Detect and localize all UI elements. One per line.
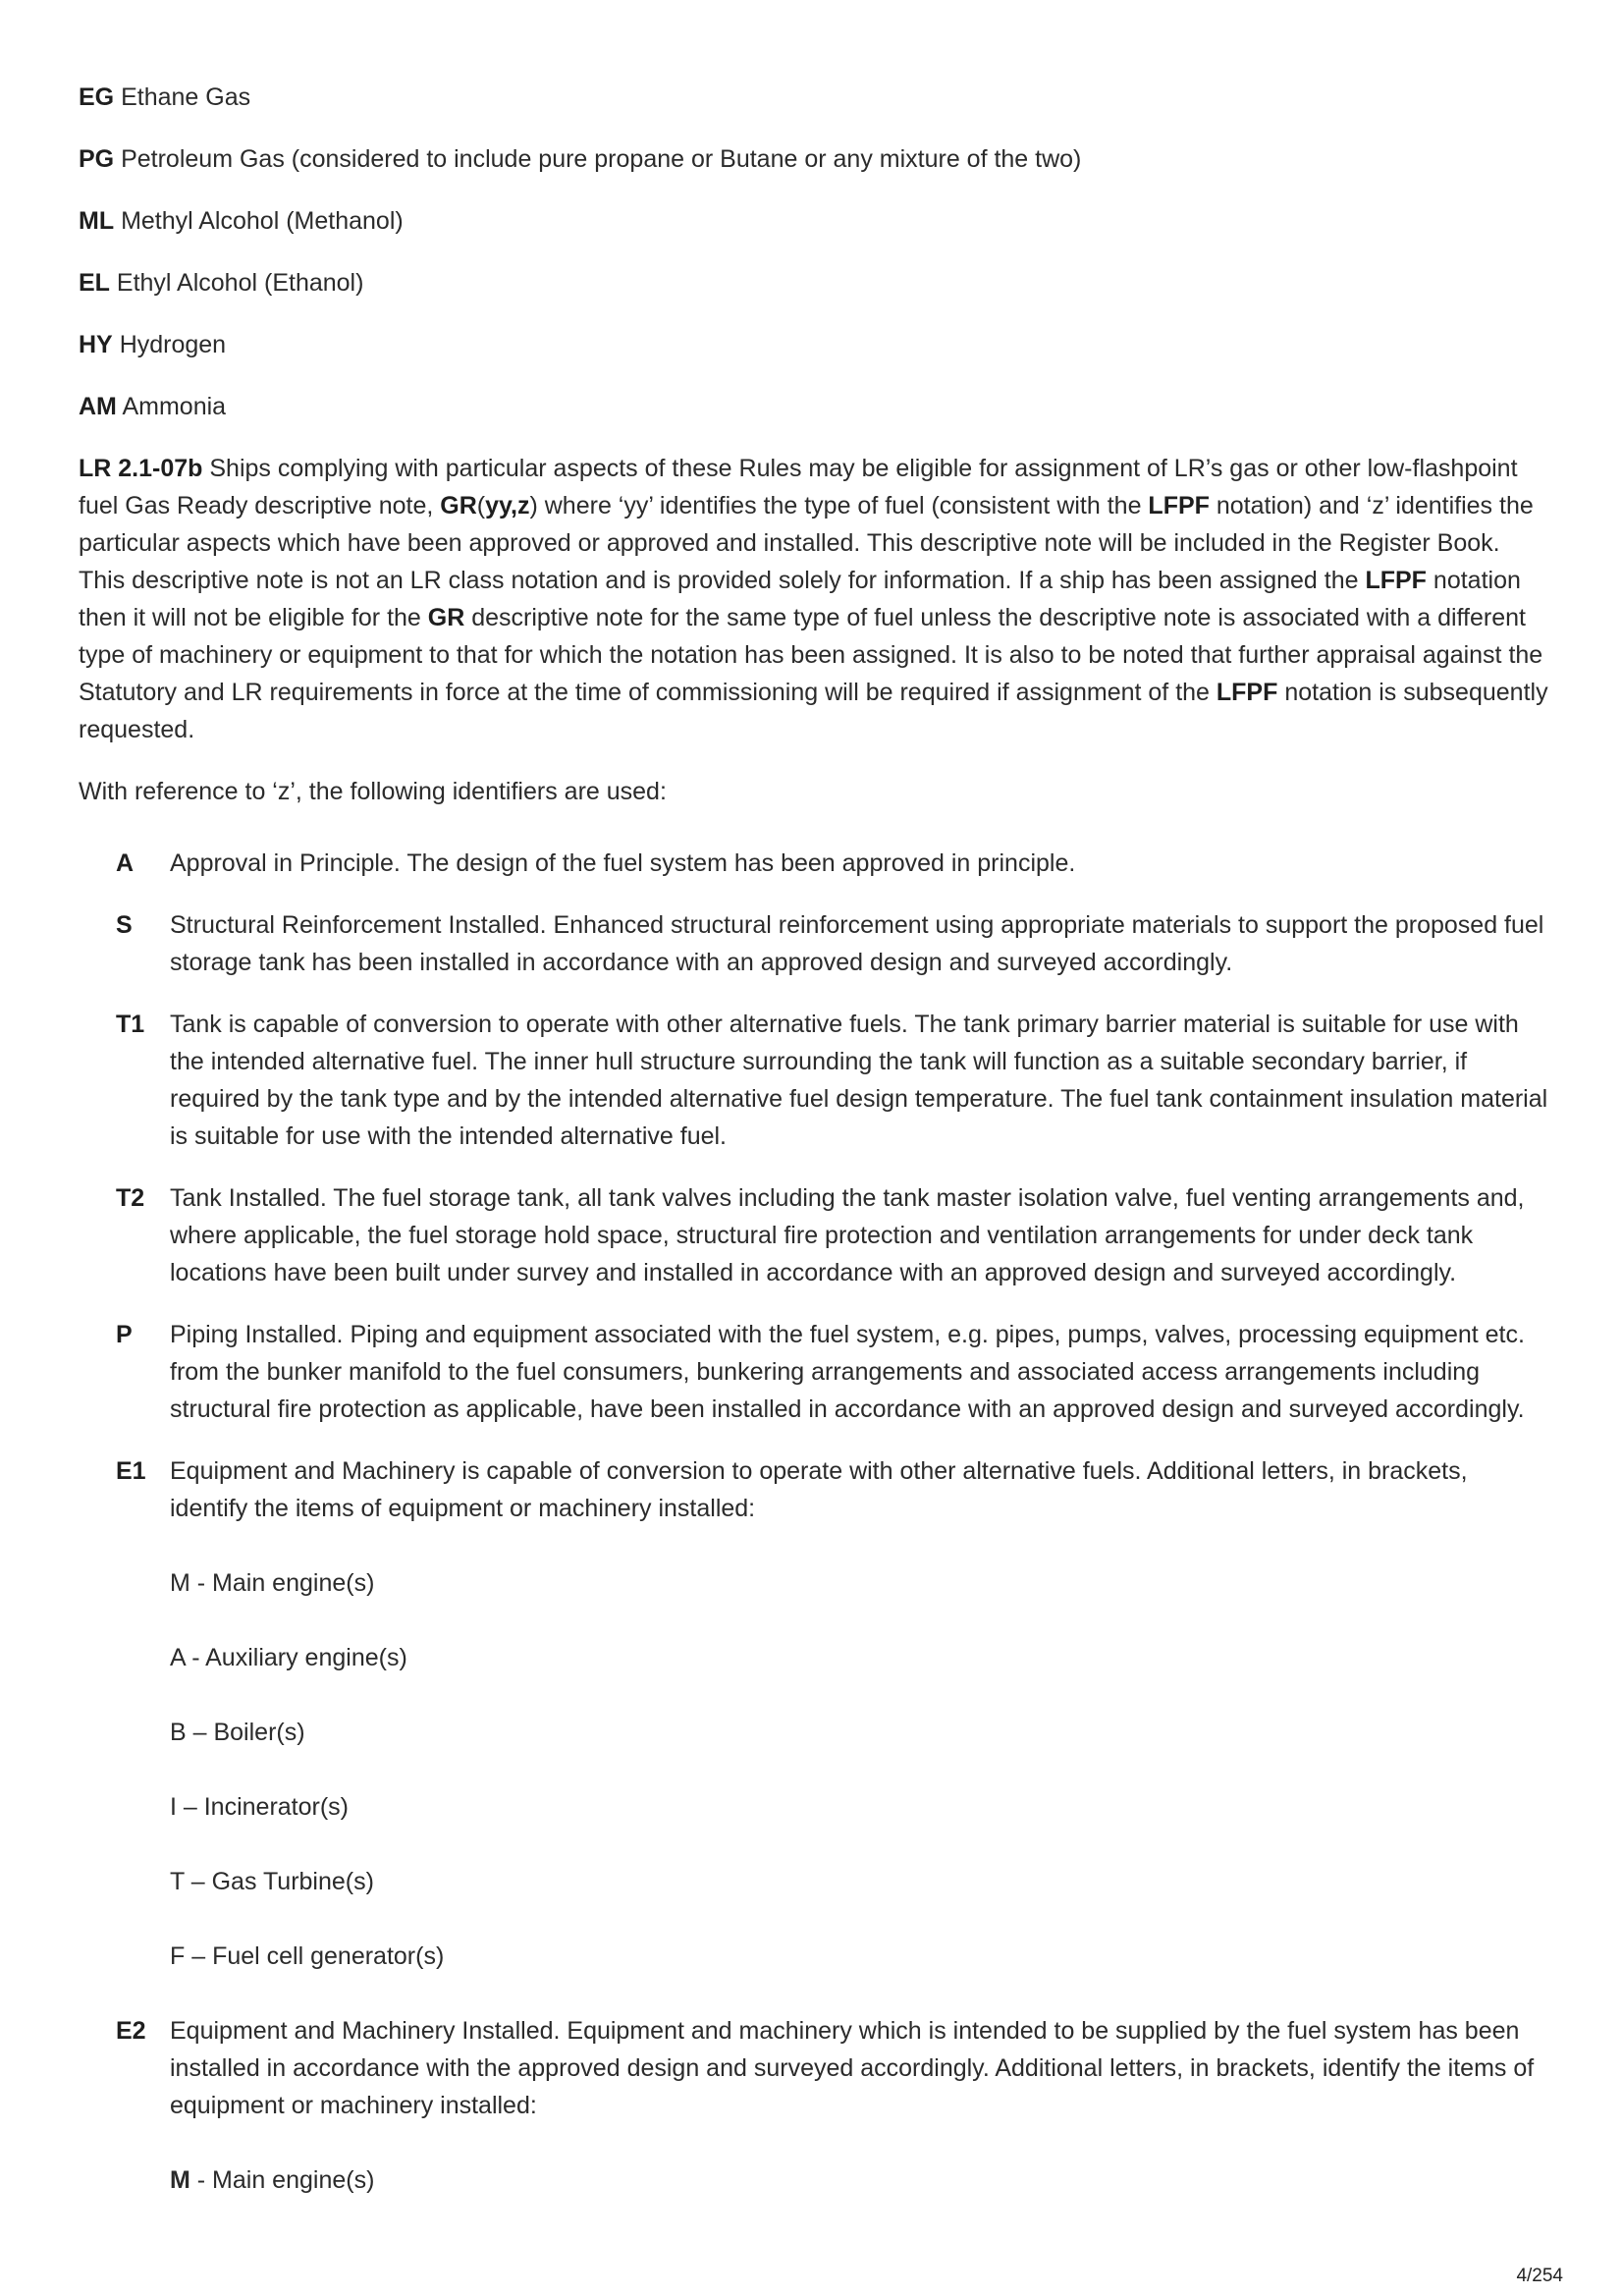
equipment-item-m-e2 xyxy=(79,2161,1551,2199)
definition-hy xyxy=(79,326,1551,363)
definition-el xyxy=(79,264,1551,301)
definition-code: EL xyxy=(79,269,110,297)
identifier-key: S xyxy=(116,911,133,939)
definition-text: Ethyl Alcohol (Ethanol) xyxy=(116,269,364,297)
rule-text: notation then it will not be eligible for the xyxy=(79,567,1521,631)
gr-notation: GR xyxy=(427,604,465,631)
definition-code: PG xyxy=(79,145,115,173)
rule-text: Ships complying with particular aspects of these Rules may be eligible for assignment of LR’s gas or other low-flashpoint fuel Gas Ready descriptive note, xyxy=(79,455,1518,519)
equipment-item-m: M - Main engine(s) xyxy=(170,1569,375,1597)
identifier-p xyxy=(79,1316,1551,1428)
identifier-text: Tank Installed. The fuel storage tank, all tank valves including the tank master isolation valve, fuel venting arrangements and, where applicable, the fuel storage hold space, structural fire protection and ventilation arrangements for under deck tank locations have been built under survey and installed in accordance with an approved design and surveyed accordingly. xyxy=(170,1184,1525,1286)
equipment-label: - Main engine(s) xyxy=(189,2166,375,2194)
definition-code: ML xyxy=(79,207,115,235)
equipment-item-f: F – Fuel cell generator(s) xyxy=(170,1942,445,1970)
identifier-text: Equipment and Machinery is capable of conversion to operate with other alternative fuels. Additional letters, in brackets, identify the items of equipment or machinery installed: xyxy=(170,1457,1468,1522)
identifier-key: P xyxy=(116,1321,133,1348)
equipment-label: – Boiler(s) xyxy=(186,1719,305,1746)
identifier-a xyxy=(79,845,1551,882)
rule-text: ) where ‘yy’ identifies the type of fuel (consistent with the xyxy=(529,492,1149,519)
identifier-t2 xyxy=(79,1179,1551,1291)
equipment-list xyxy=(170,1564,1551,1975)
identifier-text: Tank is capable of conversion to operate with other alternative fuels. The tank primary barrier material is suitable for use with the intended alternative fuel. The inner hull structure surrounding the tank will function as a suitable secondary barrier, if required by the tank type and by the intended alternative fuel design temperature. The fuel tank containment insulation material is suitable for use with the intended alternative fuel. xyxy=(170,1011,1548,1150)
identifier-key: E1 xyxy=(116,1457,146,1485)
identifier-text: Piping Installed. Piping and equipment associated with the fuel system, e.g. pipes, pumps, valves, processing equipment etc. from the bunker manifold to the fuel consumers, bunkering arrangements and associated access arrangements including structural fire protection as applicable, have been installed in accordance with an approved design and surveyed accordingly. xyxy=(170,1321,1525,1423)
identifier-list xyxy=(79,845,1551,2199)
identifier-s xyxy=(79,906,1551,981)
definition-pg xyxy=(79,140,1551,178)
identifier-key: E2 xyxy=(116,2017,146,2045)
definition-eg xyxy=(79,79,1551,116)
lfpf-notation: LFPF xyxy=(1148,492,1210,519)
definition-ml xyxy=(79,202,1551,240)
rule-text: ( xyxy=(476,492,486,519)
rule-reference: LR 2.1-07b xyxy=(79,455,203,482)
definition-text: Hydrogen xyxy=(119,331,227,358)
identifier-key: T1 xyxy=(116,1011,145,1038)
definition-text: Ethane Gas xyxy=(121,83,251,111)
definition-code: AM xyxy=(79,393,117,420)
identifier-text: Equipment and Machinery Installed. Equipment and machinery which is intended to be supplied by the fuel system has been installed in accordance with the approved design and surveyed accordingly. Additional letters, in brackets, identify the items of equipment or machinery installed: xyxy=(170,2017,1535,2119)
definition-code: EG xyxy=(79,83,115,111)
definition-am xyxy=(79,388,1551,425)
rule-paragraph xyxy=(79,450,1551,748)
lfpf-notation: LFPF xyxy=(1216,679,1278,706)
rule-text: descriptive note for the same type of fuel unless the descriptive note is associated with a different type of machinery or equipment to that for which the notation has been assigned. It is also to be noted that further appraisal against the Statutory and LR requirements in force at the time of commissioning will be required if assignment of the xyxy=(79,604,1543,706)
definition-text: Ammonia xyxy=(122,393,227,420)
lfpf-notation: LFPF xyxy=(1365,567,1427,594)
equipment-key: M xyxy=(170,2166,190,2194)
page-number: 4/254 xyxy=(1516,2266,1563,2286)
identifier-text: Approval in Principle. The design of the fuel system has been approved in principle. xyxy=(170,849,1076,877)
rule-text: notation) and ‘z’ identifies the particular aspects which have been approved or approved and installed. This descriptive note will be included in the Register Book. This descriptive note is not an LR class notation and is provided solely for information. If a ship has been assigned the xyxy=(79,492,1534,594)
definition-text: Petroleum Gas (considered to include pure propane or Butane or any mixture of the two) xyxy=(121,145,1082,173)
yyz-notation: yy,z xyxy=(485,492,530,519)
document-page xyxy=(79,79,1551,2199)
equipment-key: B xyxy=(170,1719,187,1746)
equipment-item-a: A - Auxiliary engine(s) xyxy=(170,1644,407,1671)
rule-text: notation is subsequently requested. xyxy=(79,679,1548,743)
identifier-text: Structural Reinforcement Installed. Enhanced structural reinforcement using appropriate materials to support the proposed fuel storage tank has been installed in accordance with an approved design and surveyed accordingly. xyxy=(170,911,1544,976)
identifier-e2 xyxy=(79,2012,1551,2124)
definition-code: HY xyxy=(79,331,113,358)
equipment-item-b xyxy=(170,1714,1551,1751)
definition-text: Methyl Alcohol (Methanol) xyxy=(121,207,404,235)
identifier-t1 xyxy=(79,1006,1551,1155)
identifier-e1 xyxy=(79,1452,1551,1975)
fuel-type-definitions xyxy=(79,79,1551,425)
identifiers-intro: With reference to ‘z’, the following identifiers are used: xyxy=(79,778,667,805)
identifier-key: A xyxy=(116,849,135,877)
identifier-key: T2 xyxy=(116,1184,145,1212)
gr-notation: GR xyxy=(440,492,477,519)
equipment-item-i: I – Incinerator(s) xyxy=(170,1793,350,1821)
equipment-item-t: T – Gas Turbine(s) xyxy=(170,1868,374,1895)
